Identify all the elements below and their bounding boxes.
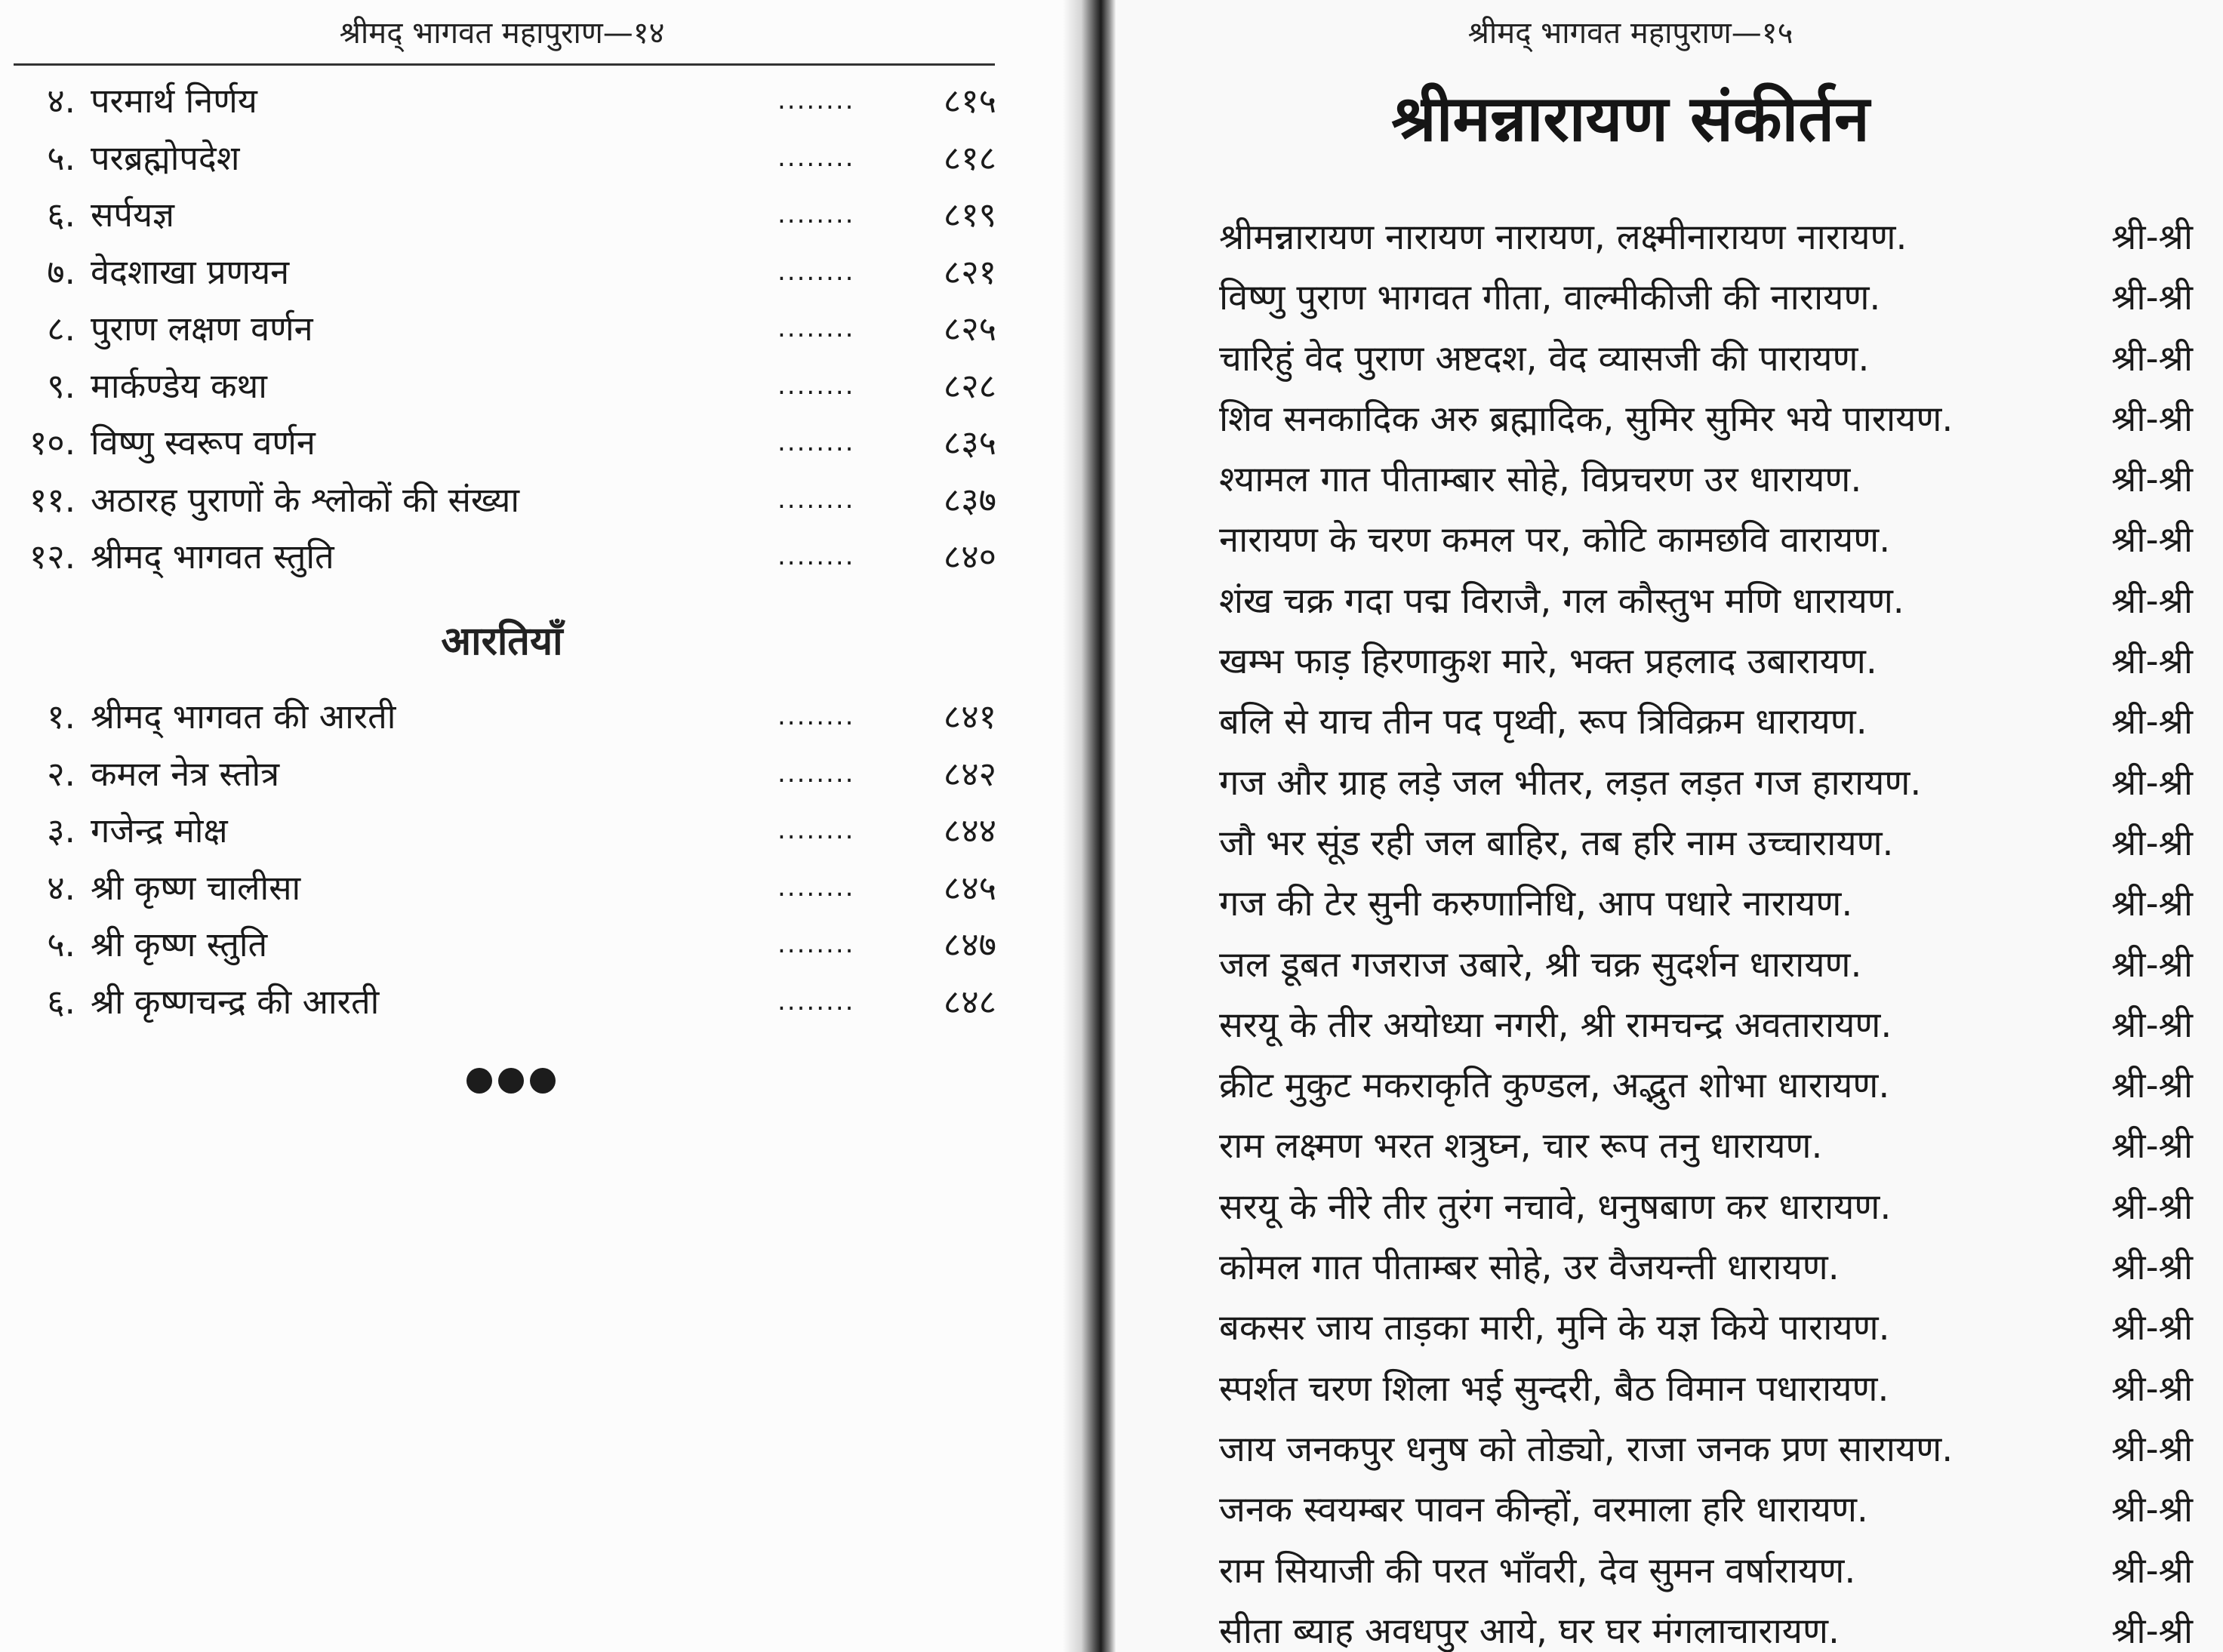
entry-page-number: ८४१: [943, 697, 996, 737]
verse-text: जनक स्वयम्बर पावन कीन्हों, वरमाला हरि धारायण.: [1219, 1489, 1868, 1531]
verse-line: [1219, 935, 2193, 995]
verse-text: शिव सनकादिक अरु ब्रह्मादिक, सुमिर सुमिर भये पारायण.: [1219, 398, 1954, 440]
entry-number: ७.: [47, 251, 75, 292]
entry-title: मार्कण्डेय कथा: [91, 365, 267, 406]
header-rule: [14, 63, 995, 66]
entry-page-number: ८१८: [943, 137, 996, 178]
verse-refrain: श्री-श्री: [2111, 580, 2193, 622]
dot-leader: ........: [777, 484, 855, 515]
verse-line: [1219, 1116, 2193, 1177]
verse-line: [1219, 450, 2193, 510]
toc-entry: [0, 860, 1004, 917]
verse-refrain: श्री-श्री: [2111, 337, 2193, 380]
toc-entry: [0, 528, 1004, 586]
book-gutter: [1063, 0, 1116, 1652]
verse-refrain: श्री-श्री: [2111, 1247, 2193, 1289]
entry-number: ५.: [47, 137, 75, 178]
toc-entry: [0, 472, 1004, 529]
entry-page-number: ८२८: [943, 365, 996, 406]
verse-text: चारिहुं वेद पुराण अष्टदश, वेद व्यासजी की पारायण.: [1219, 337, 1870, 380]
verse-line: [1219, 814, 2193, 874]
verse-line: [1219, 571, 2193, 632]
verse-refrain: श्री-श्री: [2111, 217, 2193, 258]
entry-page-number: ८२१: [943, 251, 996, 292]
verse-refrain: श्री-श्री: [2111, 1610, 2193, 1652]
verse-refrain: श्री-श्री: [2111, 1549, 2193, 1592]
entry-page-number: ८३५: [943, 423, 996, 463]
verse-text: गज और ग्राह लड़े जल भीतर, लड़त लड़त गज हारायण.: [1219, 761, 1922, 804]
dot-leader: ........: [777, 541, 855, 571]
entry-title: परब्रह्मोपदेश: [91, 137, 240, 178]
verse-line: [1219, 632, 2193, 692]
verse-line: [1219, 1601, 2193, 1652]
entry-number: २.: [47, 753, 75, 794]
verse-refrain: श्री-श्री: [2111, 883, 2193, 925]
entry-number: १०.: [29, 423, 75, 463]
verse-refrain: श्री-श्री: [2111, 1065, 2193, 1107]
entry-title: सर्पयज्ञ: [91, 195, 174, 235]
entry-title: श्रीमद् भागवत की आरती: [91, 697, 396, 737]
aarti-contents: [0, 688, 1004, 1030]
entry-number: ६.: [47, 195, 75, 235]
left-page: [0, 0, 1079, 1652]
verse-line: [1219, 995, 2193, 1056]
verse-text: श्यामल गात पीताम्बार सोहे, विप्रचरण उर धारायण.: [1219, 459, 1862, 501]
dot-leader: ........: [777, 142, 855, 173]
verse-line: [1219, 1480, 2193, 1540]
entry-number: ३.: [47, 811, 75, 851]
right-page: [1095, 0, 2223, 1652]
verse-refrain: श्री-श्री: [2111, 1428, 2193, 1470]
dot-leader: ........: [777, 986, 855, 1017]
verse-line: [1219, 1359, 2193, 1420]
dot-leader: ........: [777, 85, 855, 115]
verse-text: जल डूबत गजराज उबारे, श्री चक्र सुदर्शन धारायण.: [1219, 943, 1862, 986]
entry-number: ५.: [47, 924, 75, 964]
verse-refrain: श्री-श्री: [2111, 398, 2193, 440]
verse-text: राम सियाजी की परत भाँवरी, देव सुमन वर्षारायण.: [1219, 1549, 1856, 1592]
entry-number: १.: [47, 697, 75, 737]
verse-refrain: श्री-श्री: [2111, 1125, 2193, 1167]
verse-list: [1219, 208, 2193, 1652]
verse-refrain: श्री-श्री: [2111, 641, 2193, 683]
entry-page-number: ८४७: [943, 924, 996, 964]
verse-line: [1219, 1541, 2193, 1601]
entry-title: श्री कृष्णचन्द्र की आरती: [91, 981, 380, 1022]
toc-entry: [0, 802, 1004, 860]
verse-refrain: श्री-श्री: [2111, 1186, 2193, 1228]
verse-line: [1219, 1298, 2193, 1358]
dot-leader: ........: [777, 370, 855, 401]
toc-entry: [0, 358, 1004, 415]
entry-title: परमार्थ निर्णय: [91, 81, 257, 121]
dot-leader: ........: [777, 758, 855, 789]
entry-title: अठारह पुराणों के श्लोकों की संख्या: [91, 479, 520, 520]
toc-entry: [0, 130, 1004, 187]
entry-number: ४.: [47, 867, 75, 908]
entry-number: १२.: [29, 537, 75, 577]
toc-entry: [0, 300, 1004, 358]
verse-line: [1219, 208, 2193, 268]
verse-text: नारायण के चरण कमल पर, कोटि कामछवि वारायण.: [1219, 519, 1891, 561]
verse-line: [1219, 1056, 2193, 1116]
toc-entry: [0, 916, 1004, 974]
entry-title: श्री कृष्ण चालीसा: [91, 867, 301, 908]
toc-entry: [0, 414, 1004, 472]
dot-leader: ........: [777, 427, 855, 457]
page-title: श्रीमन्नारायण संकीर्तन: [1391, 82, 1870, 155]
toc-entry: [0, 746, 1004, 803]
entry-page-number: ८४८: [943, 981, 996, 1022]
verse-refrain: श्री-श्री: [2111, 1367, 2193, 1410]
verse-text: जाय जनकपुर धनुष को तोड्यो, राजा जनक प्रण सारायण.: [1219, 1428, 1954, 1470]
dot-leader: ........: [777, 313, 855, 343]
entry-number: ११.: [29, 479, 75, 520]
verse-refrain: श्री-श्री: [2111, 277, 2193, 319]
verse-text: गज की टेर सुनी करुणानिधि, आप पधारे नारायण.: [1219, 883, 1853, 925]
dot-leader: ........: [777, 256, 855, 287]
verse-text: स्पर्शत चरण शिला भई सुन्दरी, बैठ विमान पधारायण.: [1219, 1367, 1889, 1410]
verse-text: सरयू के नीरे तीर तुरंग नचावे, धनुषबाण कर धारायण.: [1219, 1186, 1892, 1228]
entry-page-number: ८१९: [943, 195, 996, 235]
verse-refrain: श्री-श्री: [2111, 519, 2193, 561]
running-head-right: श्रीमद् भागवत महापुराण—१५: [1467, 16, 1793, 51]
toc-entry: [0, 688, 1004, 746]
dot-leader: ........: [777, 701, 855, 731]
toc-entry: [0, 974, 1004, 1031]
running-head-left: श्रीमद् भागवत महापुराण—१४: [339, 16, 665, 51]
section-heading-aartiyan: आरतियाँ: [441, 619, 563, 664]
verse-line: [1219, 692, 2193, 752]
verse-text: क्रीट मुकुट मकराकृति कुण्डल, अद्भुत शोभा धारायण.: [1219, 1065, 1890, 1107]
entry-number: ८.: [47, 309, 75, 349]
entry-title: वेदशाखा प्रणयन: [91, 251, 290, 292]
verse-refrain: श्री-श्री: [2111, 761, 2193, 804]
verse-text: शंख चक्र गदा पद्म विराजै, गल कौस्तुभ मणि धारायण.: [1219, 580, 1904, 622]
verse-line: [1219, 1238, 2193, 1298]
verse-text: खम्भ फाड़ हिरणाकुश मारे, भक्त प्रहलाद उबारायण.: [1219, 641, 1877, 683]
bullet-dot-icon: [466, 1068, 492, 1094]
verse-text: श्रीमन्नारायण नारायण नारायण, लक्ष्मीनारायण नारायण.: [1219, 217, 1907, 258]
verse-line: [1219, 1177, 2193, 1238]
entry-page-number: ८३७: [943, 479, 996, 520]
dot-leader: ........: [777, 872, 855, 903]
entry-number: ४.: [47, 81, 75, 121]
verse-refrain: श्री-श्री: [2111, 1307, 2193, 1349]
verse-refrain: श्री-श्री: [2111, 822, 2193, 864]
toc-entry: [0, 72, 1004, 130]
verse-text: राम लक्ष्मण भरत शत्रुघ्न, चार रूप तनु धारायण.: [1219, 1125, 1823, 1167]
verse-text: सीता ब्याह अवधपुर आये, घर घर मंगलाचारायण.: [1219, 1610, 1840, 1652]
bullet-dot-icon: [530, 1068, 556, 1094]
entry-page-number: ८२५: [943, 309, 996, 349]
toc-entry: [0, 186, 1004, 244]
dot-leader: ........: [777, 199, 855, 229]
entry-page-number: ८४५: [943, 867, 996, 908]
verse-refrain: श्री-श्री: [2111, 459, 2193, 501]
verse-line: [1219, 1420, 2193, 1480]
toc-entry: [0, 244, 1004, 301]
entry-title: गजेन्द्र मोक्ष: [91, 811, 228, 851]
entry-title: श्री कृष्ण स्तुति: [91, 924, 268, 964]
end-marker-dots: [466, 1068, 556, 1094]
entry-number: ९.: [47, 365, 75, 406]
verse-line: [1219, 753, 2193, 814]
verse-line: [1219, 268, 2193, 328]
entry-page-number: ८४४: [943, 811, 996, 851]
verse-line: [1219, 329, 2193, 389]
verse-refrain: श्री-श्री: [2111, 1489, 2193, 1531]
verse-text: कोमल गात पीताम्बर सोहे, उर वैजयन्ती धारायण.: [1219, 1247, 1840, 1289]
verse-text: विष्णु पुराण भागवत गीता, वाल्मीकीजी की नारायण.: [1219, 277, 1881, 319]
verse-text: बकसर जाय ताड़का मारी, मुनि के यज्ञ किये पारायण.: [1219, 1307, 1890, 1349]
entry-title: कमल नेत्र स्तोत्र: [91, 753, 280, 794]
entry-title: श्रीमद् भागवत स्तुति: [91, 537, 334, 577]
verse-refrain: श्री-श्री: [2111, 701, 2193, 743]
entry-number: ६.: [47, 981, 75, 1022]
bullet-dot-icon: [498, 1068, 524, 1094]
entry-page-number: ८४०: [943, 537, 996, 577]
verse-refrain: श्री-श्री: [2111, 1004, 2193, 1046]
entry-page-number: ८१५: [943, 81, 996, 121]
verse-line: [1219, 874, 2193, 934]
verse-text: सरयू के तीर अयोध्या नगरी, श्री रामचन्द्र अवतारायण.: [1219, 1004, 1892, 1046]
verse-refrain: श्री-श्री: [2111, 943, 2193, 986]
verse-text: जौ भर सूंड रही जल बाहिर, तब हरि नाम उच्चारायण.: [1219, 822, 1894, 864]
verse-line: [1219, 510, 2193, 571]
entry-page-number: ८४२: [943, 753, 996, 794]
table-of-contents: [0, 72, 1004, 586]
verse-text: बलि से याच तीन पद पृथ्वी, रूप त्रिविक्रम धारायण.: [1219, 701, 1867, 743]
verse-line: [1219, 389, 2193, 450]
dot-leader: ........: [777, 929, 855, 959]
dot-leader: ........: [777, 815, 855, 845]
entry-title: पुराण लक्षण वर्णन: [91, 309, 313, 349]
entry-title: विष्णु स्वरूप वर्णन: [91, 423, 316, 463]
